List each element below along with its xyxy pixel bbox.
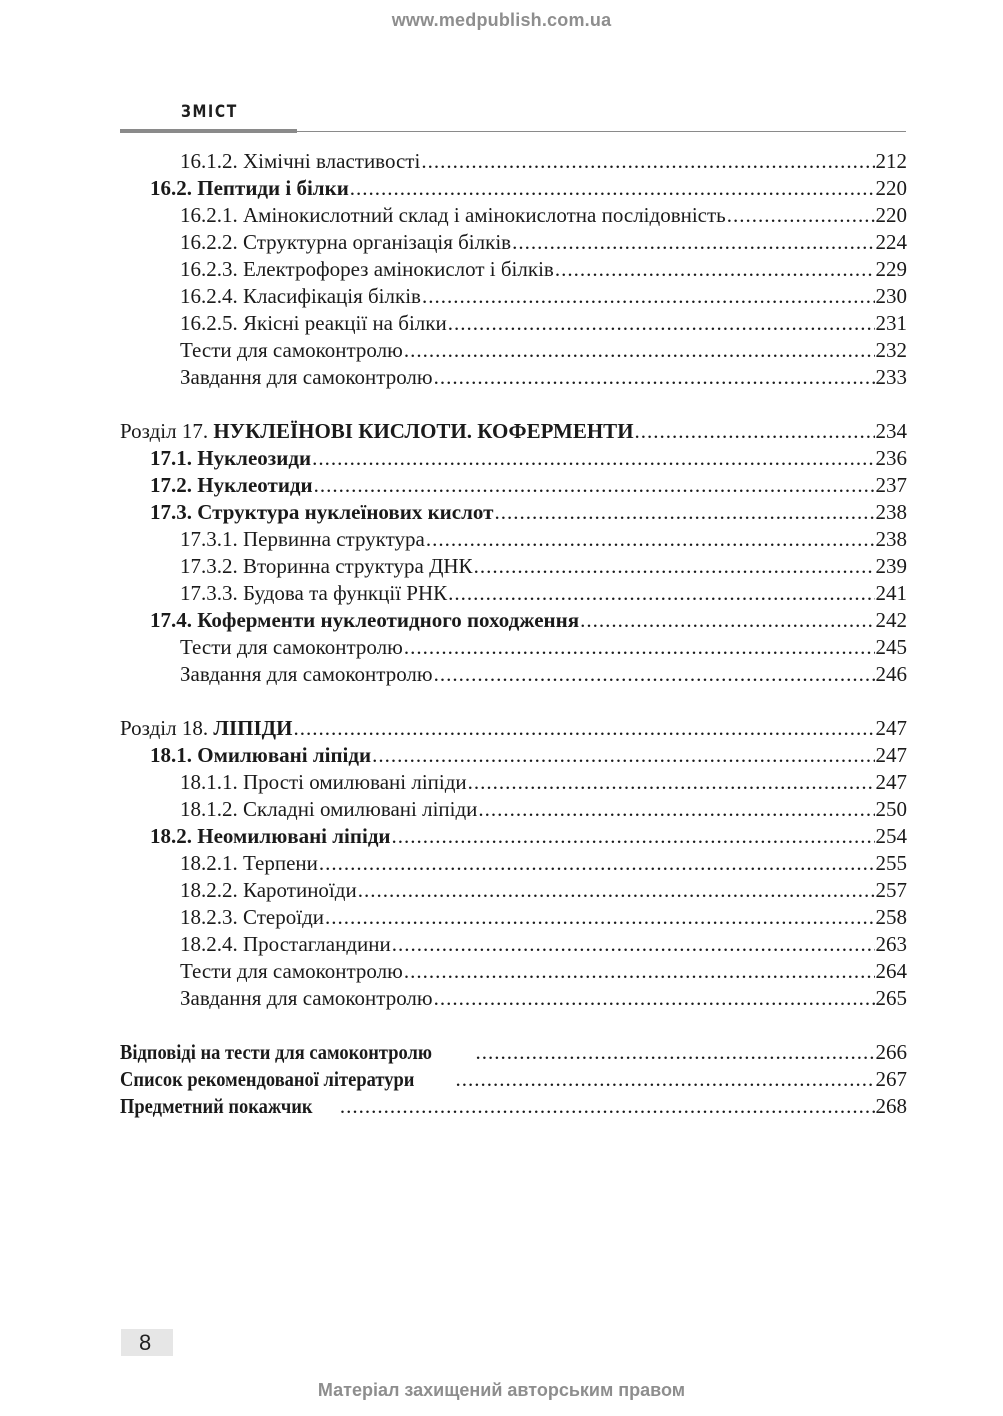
entry-title: [180, 256, 554, 283]
entry-title: [120, 1093, 313, 1120]
entry-title: [180, 769, 467, 796]
page-ref: 266: [875, 1040, 907, 1064]
header-rule-thick: [120, 129, 297, 133]
entry-title: [150, 742, 371, 769]
watermark-url: www.medpublish.com.ua: [391, 10, 612, 30]
entry-number: 18.2.: [150, 824, 192, 848]
page-ref: 239: [875, 554, 907, 578]
entry-text: Терпени: [243, 851, 318, 875]
toc-entry[interactable]: [120, 283, 907, 310]
leader-dots: [555, 256, 875, 283]
entry-title: [180, 580, 447, 607]
entry-title: [180, 310, 447, 337]
entry-number: 16.2.: [150, 176, 192, 200]
toc-entry[interactable]: [120, 823, 907, 850]
toc-entry[interactable]: [120, 796, 907, 823]
page-ref: 263: [875, 932, 907, 956]
toc-entry[interactable]: [120, 175, 907, 202]
toc-entry[interactable]: [120, 985, 907, 1012]
toc-entry[interactable]: [120, 364, 907, 391]
leader-dots: [468, 769, 875, 796]
leader-dots: [421, 148, 874, 175]
leader-dots: [340, 1093, 875, 1120]
page-ref: 231: [875, 311, 907, 335]
toc-entry[interactable]: [120, 904, 907, 931]
entry-text: Амінокислотний склад і амінокислотна послідовність: [243, 203, 726, 227]
entry-number: 16.2.3.: [180, 257, 238, 281]
entry-text: Тести для самоконтролю: [180, 635, 403, 659]
toc-entry[interactable]: [120, 607, 907, 634]
entry-text: Стероїди: [243, 905, 324, 929]
entry-text: Коферменти нуклеотидного походження: [197, 608, 580, 632]
entry-text: Хімічні властивості: [243, 149, 421, 173]
entry-text: Складні омилювані ліпіди: [243, 797, 478, 821]
entry-title: [180, 337, 403, 364]
toc-chapter-18[interactable]: [120, 715, 907, 742]
page-ref: 232: [875, 338, 907, 362]
toc-entry[interactable]: [120, 202, 907, 229]
entry-title: [180, 850, 318, 877]
page-ref: 247: [875, 743, 907, 767]
entry-title: [180, 634, 403, 661]
page-ref: 236: [875, 446, 907, 470]
entry-text: Завдання для самоконтролю: [180, 662, 433, 686]
page-ref: 254: [875, 824, 907, 848]
leader-dots: [434, 985, 875, 1012]
entry-number: 17.2.: [150, 473, 192, 497]
entry-number: 16.1.2.: [180, 149, 238, 173]
toc-entry[interactable]: [120, 661, 907, 688]
toc-backmatter: [120, 1039, 907, 1120]
toc-entry[interactable]: [120, 337, 907, 364]
page-ref: 229: [875, 257, 907, 281]
entry-title: [180, 877, 357, 904]
entry-text: Структура нуклеїнових кислот: [197, 500, 494, 524]
toc-entry[interactable]: [120, 634, 907, 661]
entry-text: Завдання для самоконтролю: [180, 365, 433, 389]
entry-title: [180, 958, 403, 985]
entry-number: 18.1.2.: [180, 797, 238, 821]
page-ref: 268: [875, 1094, 907, 1118]
leader-dots: [314, 472, 875, 499]
entry-title: [150, 175, 349, 202]
entry-title: [180, 202, 726, 229]
leader-dots: [358, 877, 875, 904]
toc-entry[interactable]: [120, 472, 907, 499]
page-ref: 238: [875, 500, 907, 524]
toc-entry[interactable]: [120, 742, 907, 769]
leader-dots: [434, 364, 875, 391]
leader-dots: [312, 445, 874, 472]
toc-entry[interactable]: [120, 526, 907, 553]
toc-entry[interactable]: [120, 769, 907, 796]
leader-dots: [456, 1066, 875, 1093]
page-ref: 267: [875, 1067, 907, 1091]
toc-entry[interactable]: [120, 256, 907, 283]
chapter-title: ЛІПІДИ: [213, 716, 293, 740]
page-ref: 255: [875, 851, 907, 875]
leader-dots: [392, 931, 875, 958]
header-rule-thin: [297, 131, 906, 132]
entry-text: Відповіді на тести для самоконтролю: [120, 1040, 432, 1064]
entry-text: Пептиди і білки: [197, 176, 349, 200]
entry-number: 16.2.2.: [180, 230, 238, 254]
entry-number: 18.1.1.: [180, 770, 238, 794]
entry-title: [180, 661, 433, 688]
toc-entry[interactable]: [120, 931, 907, 958]
leader-dots: [372, 742, 874, 769]
page-ref: 234: [875, 419, 907, 443]
toc-chapter-17[interactable]: [120, 418, 907, 445]
entry-text: Омилювані ліпіди: [197, 743, 372, 767]
entry-title: [150, 499, 493, 526]
entry-title: [180, 526, 425, 553]
entry-text: Простагландини: [243, 932, 391, 956]
entry-title: [180, 553, 473, 580]
table-of-contents: [120, 148, 907, 1120]
entry-title: [150, 823, 391, 850]
page-ref: 220: [875, 176, 907, 200]
page-ref: 233: [875, 365, 907, 389]
toc-group-16: [120, 148, 907, 391]
entry-text: Тести для самоконтролю: [180, 959, 403, 983]
leader-dots: [727, 202, 875, 229]
toc-entry[interactable]: [120, 1039, 907, 1066]
toc-entry[interactable]: [120, 850, 907, 877]
entry-number: 16.2.5.: [180, 311, 238, 335]
chapter-prefix: Розділ 17.: [120, 419, 209, 443]
entry-text: Первинна структура: [243, 527, 425, 551]
entry-text: Прості омилювані ліпіди: [243, 770, 467, 794]
entry-number: 17.3.2.: [180, 554, 238, 578]
toc-entry[interactable]: [120, 148, 907, 175]
toc-group-18: [120, 742, 907, 1012]
page-ref: 212: [875, 149, 907, 173]
chapter-title: НУКЛЕЇНОВІ КИСЛОТИ. КОФЕРМЕНТИ: [213, 419, 634, 443]
entry-text: Будова та функції РНК: [243, 581, 448, 605]
page-ref: 265: [875, 986, 907, 1010]
page-ref: 230: [875, 284, 907, 308]
entry-number: 18.2.1.: [180, 851, 238, 875]
toc-entry[interactable]: [120, 1093, 907, 1120]
leader-dots: [404, 634, 875, 661]
entry-title: [180, 364, 433, 391]
page-ref: 237: [875, 473, 907, 497]
entry-text: Тести для самоконтролю: [180, 338, 403, 362]
leader-dots: [293, 715, 874, 742]
entry-text: Предметний покажчик: [120, 1094, 313, 1118]
leader-dots: [319, 850, 875, 877]
toc-entry[interactable]: [120, 580, 907, 607]
entry-text: Неомилювані ліпіди: [197, 824, 391, 848]
leader-dots: [580, 607, 874, 634]
entry-number: 17.3.: [150, 500, 192, 524]
entry-number: 18.1.: [150, 743, 192, 767]
page-number: 8: [121, 1329, 173, 1356]
leader-dots: [448, 310, 875, 337]
leader-dots: [512, 229, 874, 256]
page-ref: 250: [875, 797, 907, 821]
toc-entry[interactable]: [120, 1066, 907, 1093]
entry-number: 16.2.4.: [180, 284, 238, 308]
entry-title: [180, 148, 420, 175]
leader-dots: [474, 553, 875, 580]
page-ref: 257: [875, 878, 907, 902]
leader-dots: [404, 337, 875, 364]
entry-number: 17.1.: [150, 446, 192, 470]
leader-dots: [448, 580, 874, 607]
chapter-prefix: Розділ 18.: [120, 716, 209, 740]
entry-text: Завдання для самоконтролю: [180, 986, 433, 1010]
entry-title: [120, 1039, 432, 1066]
entry-title: [180, 283, 421, 310]
leader-dots: [422, 283, 875, 310]
entry-number: 18.2.3.: [180, 905, 238, 929]
leader-dots: [392, 823, 875, 850]
toc-entry[interactable]: [120, 958, 907, 985]
entry-text: Класифікація білків: [243, 284, 421, 308]
page-ref: 247: [875, 770, 907, 794]
page-ref: 224: [875, 230, 907, 254]
entry-number: 17.3.3.: [180, 581, 238, 605]
entry-title: [150, 445, 311, 472]
leader-dots: [478, 796, 874, 823]
page-ref: 246: [875, 662, 907, 686]
leader-dots: [325, 904, 875, 931]
entry-title: [120, 1066, 414, 1093]
toc-entry[interactable]: [120, 499, 907, 526]
leader-dots: [494, 499, 874, 526]
page-ref: 258: [875, 905, 907, 929]
page-ref: 241: [875, 581, 907, 605]
entry-text: Якісні реакції на білки: [243, 311, 447, 335]
leader-dots: [476, 1039, 875, 1066]
page-ref: 242: [875, 608, 907, 632]
entry-title: [150, 607, 579, 634]
entry-title: [180, 229, 511, 256]
entry-text: Електрофорез амінокислот і білків: [243, 257, 554, 281]
toc-entry[interactable]: [120, 877, 907, 904]
toc-entry[interactable]: [120, 310, 907, 337]
entry-text: Список рекомендованої літератури: [120, 1067, 415, 1091]
leader-dots: [434, 661, 875, 688]
page-ref: 220: [875, 203, 907, 227]
toc-entry[interactable]: [120, 445, 907, 472]
entry-number: 18.2.4.: [180, 932, 238, 956]
leader-dots: [404, 958, 875, 985]
entry-title: [180, 796, 477, 823]
page-ref: 264: [875, 959, 907, 983]
toc-entry[interactable]: [120, 553, 907, 580]
leader-dots: [350, 175, 875, 202]
page-ref: 247: [875, 716, 907, 740]
entry-text: Нуклеотиди: [197, 473, 313, 497]
page-ref: 238: [875, 527, 907, 551]
entry-number: 17.3.1.: [180, 527, 238, 551]
toc-group-17: [120, 445, 907, 688]
page-ref: 245: [875, 635, 907, 659]
entry-title: [180, 985, 433, 1012]
entry-title: [180, 931, 391, 958]
entry-number: 17.4.: [150, 608, 192, 632]
entry-number: 18.2.2.: [180, 878, 238, 902]
copyright-notice: Матеріал захищений авторським правом: [317, 1380, 686, 1400]
entry-number: 16.2.1.: [180, 203, 238, 227]
toc-entry[interactable]: [120, 229, 907, 256]
running-head: ЗМІСТ: [181, 102, 238, 122]
entry-text: Нуклеозиди: [197, 446, 312, 470]
entry-text: Структурна організація білків: [243, 230, 512, 254]
entry-title: [180, 904, 324, 931]
entry-text: Каротиноїди: [243, 878, 357, 902]
entry-title: [150, 472, 313, 499]
entry-text: Вторинна структура ДНК: [243, 554, 473, 578]
leader-dots: [635, 418, 875, 445]
leader-dots: [426, 526, 875, 553]
